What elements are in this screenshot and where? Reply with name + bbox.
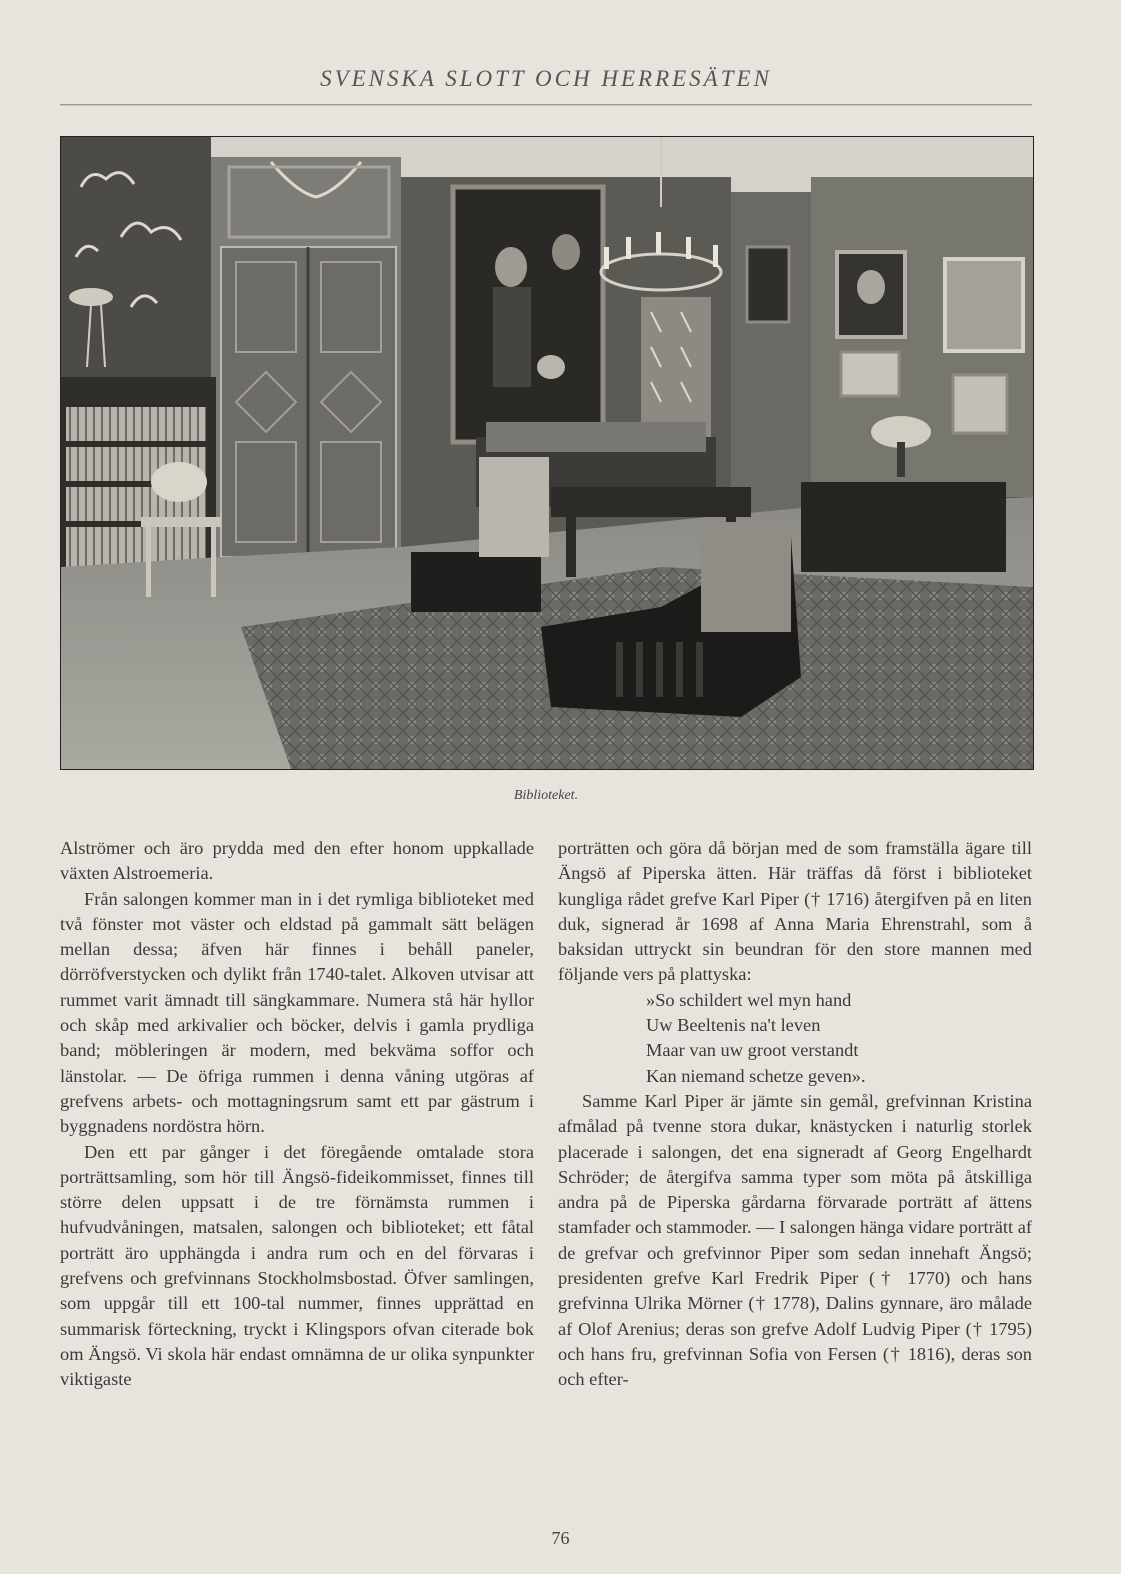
header-rule — [60, 104, 1032, 106]
left-text-column — [60, 836, 534, 1393]
figure-caption: Biblioteket. — [513, 788, 579, 803]
paragraph: Från salongen kommer man in i det rymliga biblioteket med två fönster mot väster och eldstad på gammalt sätt belägen mellan dessa; äfven här finnes i behåll paneler, dörröfverstycken och dylikt från 1740-talet. Alkoven utvisar att rummet varit ämnadt till sängkammare. Numera stå här hyllor och skåp med arkivalier och böcker, delvis i gamla prydliga band; möbleringen är modern, med bekväma soffor och länstolar. — De öfriga rummen i denna våning utgöras af grefvens arbets- och mottagningsrum samt ett par gästrum i byggnadens nordöstra hörn. — [60, 888, 534, 1137]
paragraph: porträtten och göra då början med de som framställa ägare till Ängsö af Piperska ätten. Här träffas då först i biblioteket kungliga rådet grefve Karl Piper († 1716) återgifven på en liten duk, signerad år 1698 af Anna Maria Ehrenstrahl, som å baksidan uttryckt sin beundran för den store mannen med följande vers på plattyska: — [558, 838, 1032, 985]
paragraph: Den ett par gånger i det föregående omtalade stora porträttsamling, som hör till Ängsö-fideikommisset, finnes till större delen uppsatt i de tre förnämsta rummen i hufvudvåningen, matsalen, salongen och biblioteket; ett fåtal porträtt äro upphängda i andra rum och en del förvaras i grefvens och grefvinnans Stockholmsbostad. Öfver samlingen, som uppgår till ett 100-tal nummer, finnes upprättad en summarisk förteckning, tryckt i Klingspors ofvan citerade bok om Ängsö. Vi skola här endast omnämna de ur olika synpunkter viktigaste — [60, 1141, 534, 1390]
verse-line: »So schildert wel myn hand — [646, 989, 852, 1010]
running-title: SVENSKA SLOTT OCH HERRESÄTEN — [320, 66, 772, 91]
page-number: 76 — [551, 1528, 570, 1548]
library-photograph — [60, 136, 1034, 770]
verse-line: Maar van uw groot verstandt — [646, 1040, 859, 1061]
verse-line: Uw Beeltenis na't leven — [646, 1015, 821, 1036]
verse-block — [646, 988, 1032, 1089]
right-text-column — [558, 836, 1032, 1393]
paragraph: Alströmer och äro prydda med den efter honom uppkallade växten Alstroemeria. — [60, 838, 534, 884]
library-photo-illustration — [61, 137, 1033, 769]
paragraph: Samme Karl Piper är jämte sin gemål, grefvinnan Kristina afmålad på tvenne stora dukar, knästycken i naturlig storlek placerade i salongen, det ena signeradt af Georg Engelhardt Schröder; de återgifva samma typer som möta på åtskilliga andra på de Piperska gårdarna förvarade porträtt af ättens stamfader och stammoder. — I salongen hänga vidare porträtt af de grefvar och grefvinnor Piper som sedan innehaft Ängsö; presidenten grefve Karl Fredrik Piper († 1770) och hans grefvinna Ulrika Mörner († 1778), Dalins gynnare, äro målade af Olof Arenius; deras son grefve Adolf Ludvig Piper († 1795) och hans fru, grefvinnan Sofia von Fersen († 1816), deras son och efter- — [558, 1090, 1032, 1390]
verse-line: Kan niemand schetze geven». — [646, 1065, 866, 1086]
